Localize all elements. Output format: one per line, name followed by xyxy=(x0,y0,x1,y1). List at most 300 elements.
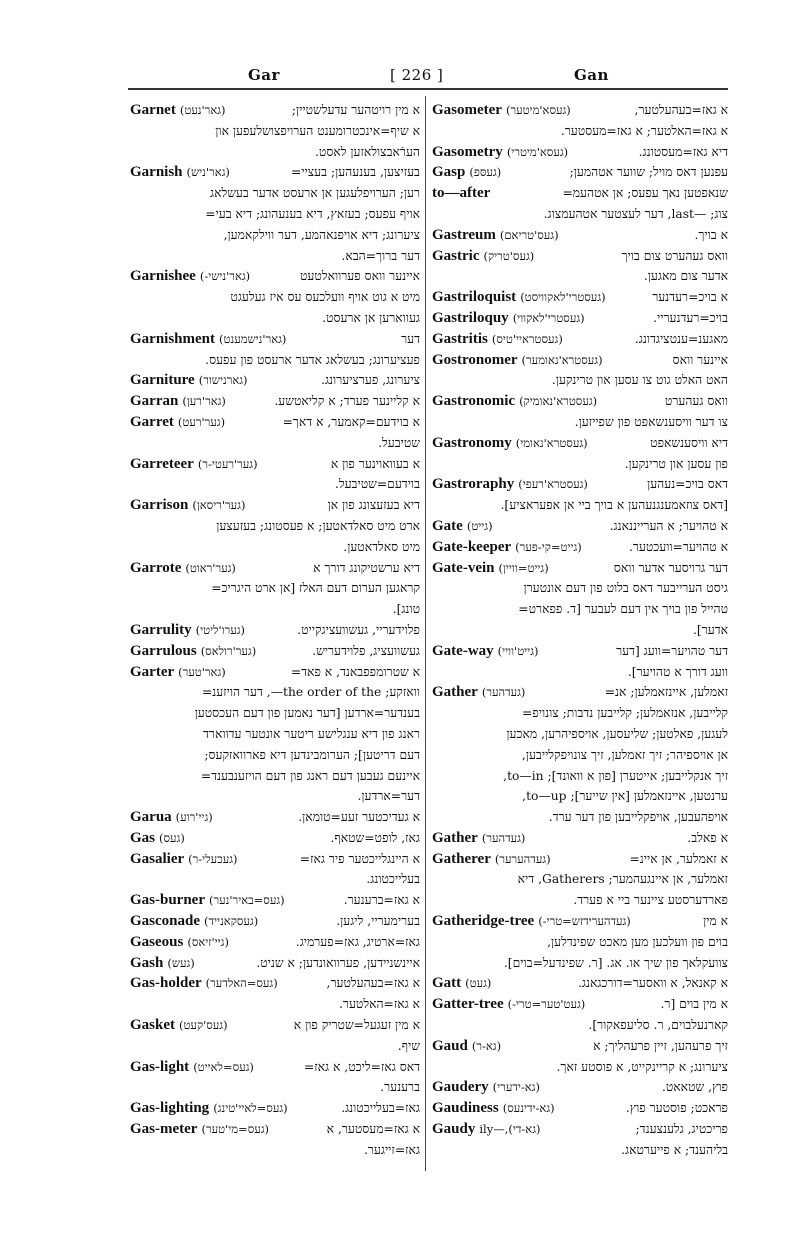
left-column xyxy=(130,100,420,1161)
dictionary-continuation-line xyxy=(130,682,420,703)
headword: Gasometer xyxy=(432,102,502,118)
gloss: מאגענ=ענטציגדונג. xyxy=(634,331,728,346)
headword: Garnet xyxy=(130,102,176,118)
dictionary-entry-line xyxy=(432,100,728,121)
headword: Gas-burner xyxy=(130,892,205,909)
dictionary-continuation-line xyxy=(432,121,728,142)
dictionary-continuation-line xyxy=(432,932,728,953)
pronunciation: (גא-ידערי) xyxy=(492,1080,540,1095)
dictionary-continuation-line xyxy=(432,766,728,787)
dictionary-continuation-line xyxy=(432,1057,728,1078)
gloss: שנאפטען נאך עפעס; אן אטהעמ= xyxy=(562,186,728,201)
headword: Gas xyxy=(130,829,156,846)
dictionary-continuation-line xyxy=(130,287,420,308)
pronunciation: (גייט'וויי) xyxy=(497,643,539,658)
gloss: זיך אנקלייבען; אייטערן [פון א וואונד]; to—in, xyxy=(503,768,728,783)
gloss: לעגען, פאלטען; שליעסען, אויספיהרען, מאכען xyxy=(506,726,728,741)
gloss: צוועקלאך פון שיך או. אג. [ר. שפינדעל=בוים]. xyxy=(503,955,728,970)
gloss: איינער וואס xyxy=(672,352,728,367)
dictionary-continuation-line xyxy=(432,953,728,974)
gloss: עפנען דאס מויל; שווער אטהמען; xyxy=(569,165,728,180)
pronunciation: (געכעלי-ר) xyxy=(188,851,238,866)
dictionary-entry-line xyxy=(432,849,728,870)
gloss: דער xyxy=(401,331,420,346)
gloss: ברענער. xyxy=(380,1080,420,1095)
pronunciation: (גיי'זיאס) xyxy=(187,934,229,949)
dictionary-entry-line xyxy=(432,162,728,183)
dictionary-continuation-line xyxy=(130,474,420,495)
dictionary-entry-line xyxy=(130,932,420,953)
pronunciation: (גאר'טער) xyxy=(178,664,226,679)
headword: Garrulity xyxy=(130,621,192,638)
gloss: א געדיכטער זעע=טומאן. xyxy=(298,810,420,825)
dictionary-entry-line xyxy=(432,1077,728,1098)
dictionary-entry-line xyxy=(130,807,420,828)
pronunciation: (געסטראיי'טיס) xyxy=(491,331,563,346)
gloss: ארט מיט סאלדאטען; א פעסטונג; בעזעצען xyxy=(216,518,420,533)
dictionary-entry-line xyxy=(130,329,420,350)
pronunciation: (געט'טער=טרי-) xyxy=(507,997,586,1012)
dictionary-continuation-line xyxy=(130,350,420,371)
pronunciation: (געסטרי'לאקווי) xyxy=(512,310,585,325)
gloss: קלייבען, אנזאמלען; קלייבען נדבות; צונויפ= xyxy=(522,706,728,721)
running-head-right: Gan xyxy=(574,66,609,84)
headword: Gastroraphy xyxy=(432,476,515,493)
gloss: האט האלט גוט צו עסען און טרינקען. xyxy=(551,373,728,388)
dictionary-continuation-line xyxy=(130,745,420,766)
dictionary-continuation-line xyxy=(130,599,420,620)
headword: Gas-light xyxy=(130,1058,190,1075)
pronunciation: (גייט=וויין) xyxy=(498,560,549,575)
dictionary-continuation-line xyxy=(432,204,728,225)
dictionary-entry-line xyxy=(432,994,728,1015)
gloss: בליהענד; א פייערטאג. xyxy=(621,1142,728,1157)
gloss: פעציערונג; בעשלאג אדער ארעסט פון עפעס. xyxy=(205,352,420,367)
gloss: פריכטיג, גלענצענד; xyxy=(635,1122,728,1137)
pronunciation: (געדהערידזש=טרי-) xyxy=(538,914,631,929)
headword: Garua xyxy=(130,809,172,826)
dictionary-continuation-line xyxy=(432,1015,728,1036)
dictionary-entry-line xyxy=(130,495,420,516)
headword: Gatt xyxy=(432,975,462,992)
dictionary-entry-line xyxy=(432,474,728,495)
dictionary-continuation-line xyxy=(432,578,728,599)
gloss: ציערונג; דיא אויפנאהמע, דער ווילקאמען, xyxy=(223,227,420,242)
dictionary-entry-line xyxy=(130,391,420,412)
gloss: [דאס צוזאמענגנעהען א בויך ביי אן אפעראציע]. xyxy=(500,498,728,513)
gloss: קארנעלבוים, ר. סליעפאקור]. xyxy=(588,1018,728,1033)
headword: Gostronomer xyxy=(432,351,518,368)
dictionary-entry-line xyxy=(432,1036,728,1057)
dictionary-entry-line xyxy=(432,391,728,412)
dictionary-continuation-line xyxy=(130,703,420,724)
headword: to—after xyxy=(432,185,491,202)
headword: Garran xyxy=(130,393,179,410)
dictionary-continuation-line xyxy=(432,620,728,641)
pronunciation: (גאר'רען) xyxy=(182,394,226,409)
gloss: א גאז=בעהעלטער, xyxy=(326,976,420,991)
dictionary-continuation-line xyxy=(432,807,728,828)
headword: Gastronomy xyxy=(432,434,512,451)
gloss: א בוידעם=קאמער, א דאך= xyxy=(282,414,420,429)
pronunciation: (גער'רעטי-ר) xyxy=(197,456,258,471)
gloss: געווארען אן ארעסט. xyxy=(322,310,420,325)
gloss: דיא בעזעצונג פון אן xyxy=(327,498,420,513)
gloss: רען; הערויפלעגען אן ארעסט אדער בעשלאג xyxy=(210,186,420,201)
pronunciation: (געס) xyxy=(159,830,185,845)
headword: Garreteer xyxy=(130,455,194,472)
gloss: בערימעריי, ליגען. xyxy=(336,914,420,929)
gloss: א מין רויטהער עדעלשטיין; xyxy=(291,103,420,117)
dictionary-entry-line xyxy=(432,516,728,537)
gloss: פוץ, שטאאט. xyxy=(661,1080,728,1095)
dictionary-entry-line xyxy=(432,142,728,163)
gloss: געשוועציג, פלוידעריש. xyxy=(312,643,420,658)
dictionary-entry-line xyxy=(130,620,420,641)
headword: Gasalier xyxy=(130,850,185,867)
gloss: א גאז=ברענער. xyxy=(343,893,420,908)
gloss: אויף עפעס; בעזאץ, דיא בענעהונג; דיא בעי= xyxy=(205,206,420,221)
pronunciation: (געסא'מיטרי) xyxy=(506,144,569,159)
pronunciation: (געס=האלדער) xyxy=(205,976,278,991)
dictionary-entry-line xyxy=(130,558,420,579)
dictionary-continuation-line xyxy=(130,1036,420,1057)
gloss: קראגען הערום דעם האלז [אן ארט היגריכ= xyxy=(211,581,420,596)
dictionary-entry-line xyxy=(130,641,420,662)
dictionary-entry-line xyxy=(432,329,728,350)
dictionary-continuation-line xyxy=(130,121,420,142)
headword: Gaudery xyxy=(432,1079,489,1096)
dictionary-entry-line xyxy=(130,1057,420,1078)
pronunciation: (גאר'נישמענט) xyxy=(219,331,287,346)
dictionary-entry-line xyxy=(130,1015,420,1036)
gloss: איינשניידען, פערוואונדען; א שניט. xyxy=(256,955,420,970)
pronunciation: (געדהער) xyxy=(481,685,526,700)
dictionary-continuation-line xyxy=(130,516,420,537)
pronunciation: (גא-די),—ily xyxy=(479,1122,541,1137)
dictionary-continuation-line xyxy=(432,266,728,287)
gloss: שטיבעל. xyxy=(378,435,420,450)
dictionary-entry-line xyxy=(130,454,420,475)
dictionary-entry-line xyxy=(130,953,420,974)
pronunciation: (גער'ריסאן) xyxy=(192,498,246,513)
headword: Garnishment xyxy=(130,330,216,347)
pronunciation: (גער'רולאס) xyxy=(200,643,257,658)
dictionary-continuation-line xyxy=(130,869,420,890)
dictionary-continuation-line xyxy=(432,786,728,807)
gloss: א מין זעגעל=שטריק פון א xyxy=(293,1018,420,1033)
dictionary-entry-line xyxy=(432,308,728,329)
gloss: זאמלען, איינזאמלען; אנ= xyxy=(604,685,728,700)
gloss: צוג; —last, דער לעצטער אטהעמצוג. xyxy=(543,206,728,221)
dictionary-entry-line xyxy=(432,225,728,246)
dictionary-entry-line xyxy=(130,162,420,183)
pronunciation: (געסטרא'נאומער) xyxy=(521,352,603,367)
gloss: בעזיצען, בענעהען; בעציי= xyxy=(290,165,420,180)
dictionary-continuation-line xyxy=(432,454,728,475)
gloss: אן אויספיהר; זיך זאמלען, זיך צונויפקלייבען, xyxy=(521,747,728,762)
headword: Gatter-tree xyxy=(432,996,504,1013)
headword: Gas-meter xyxy=(130,1121,198,1138)
gloss: פון עסען און טרינקען. xyxy=(624,456,728,471)
gloss: איינער וואס פערוואלטעט xyxy=(300,269,420,284)
pronunciation: (געסטרא'נאומיק) xyxy=(519,394,598,409)
dictionary-continuation-line xyxy=(432,724,728,745)
pronunciation: (גאר'ניש) xyxy=(186,165,230,180)
gloss: בוים פון וועלכען מען מאכט שפינדלען, xyxy=(547,934,728,949)
gloss: אויפהעבען, אויפקלייבען פון דער ערד. xyxy=(548,810,728,825)
dictionary-continuation-line xyxy=(130,246,420,267)
gloss: וואס געהערט xyxy=(664,394,728,409)
dictionary-entry-line xyxy=(130,911,420,932)
headword: Gasp xyxy=(432,164,466,181)
gloss: מיט סאלדאטען. xyxy=(343,539,420,554)
gloss: א גאז=בעהעלטער, xyxy=(634,103,728,117)
gloss: א זאמלער, אן איינ= xyxy=(629,851,728,866)
dictionary-entry-line xyxy=(130,973,420,994)
dictionary-entry-line xyxy=(130,100,420,121)
dictionary-entry-line xyxy=(130,266,420,287)
dictionary-entry-line xyxy=(432,1119,728,1140)
pronunciation: (געס'טריאם) xyxy=(499,227,559,242)
headword: Gastronomic xyxy=(432,393,516,410)
dictionary-continuation-line xyxy=(432,412,728,433)
pronunciation: (גייט) xyxy=(466,518,493,533)
dictionary-entry-line xyxy=(432,537,728,558)
pronunciation: (געס=לאייט) xyxy=(193,1059,254,1074)
gloss: וואזקע; the order of the—, דער הויזענ= xyxy=(201,685,420,700)
gloss: א בעוואוינער פון א xyxy=(330,456,420,471)
headword: Garret xyxy=(130,413,174,430)
gloss: דער ברוך=הבא. xyxy=(341,248,420,263)
gloss: א קאנאל, א וואסער=דורכגאנג. xyxy=(578,976,728,991)
headword: Gasometry xyxy=(432,143,503,160)
headword: Gas-holder xyxy=(130,975,202,992)
headword: Garrulous xyxy=(130,642,197,659)
dictionary-continuation-line xyxy=(432,662,728,683)
gloss: גאז=בעלייכטונג. xyxy=(341,1101,420,1116)
dictionary-entry-line xyxy=(432,287,728,308)
dictionary-continuation-line xyxy=(432,599,728,620)
gloss: הערֿאבצולאזען לאסט. xyxy=(315,144,420,159)
headword: Gate-keeper xyxy=(432,538,512,555)
pronunciation: (געסּפ) xyxy=(469,165,502,180)
gloss: א טהויער; א הערייננאנג. xyxy=(609,518,728,533)
headword: Garniture xyxy=(130,372,195,389)
dictionary-continuation-line xyxy=(130,183,420,204)
dictionary-continuation-line xyxy=(432,890,728,911)
gloss: גיסט הערייבער דאס בלוט פון דעם אונטערן xyxy=(523,581,728,596)
pronunciation: (געסטרא'רעפי) xyxy=(518,477,588,492)
pronunciation: (געדהער) xyxy=(481,830,526,845)
headword: Garrison xyxy=(130,497,189,514)
headword: Gastriloquist xyxy=(432,289,517,306)
dictionary-entry-line xyxy=(432,828,728,849)
dictionary-entry-line xyxy=(432,433,728,454)
gloss: א שטרומפפבאנד, א פאד= xyxy=(290,664,420,679)
right-column xyxy=(432,100,728,1161)
headword: Gaudy xyxy=(432,1121,476,1138)
dictionary-continuation-line xyxy=(130,204,420,225)
dictionary-continuation-line xyxy=(130,786,420,807)
gloss: שיף. xyxy=(397,1038,420,1053)
gloss: דאס בויכ=נעהען xyxy=(647,477,728,492)
headword: Gatherer xyxy=(432,850,491,867)
gloss: א בויכ=רעדנער xyxy=(652,290,728,305)
pronunciation: (גער'רעט) xyxy=(177,414,226,429)
gloss: צו דער וויסענשאפט פון שפייזען. xyxy=(574,414,728,429)
dictionary-continuation-line xyxy=(432,745,728,766)
dictionary-entry-line xyxy=(130,662,420,683)
headword: Gasconade xyxy=(130,913,201,930)
gloss: ראנג פון דיא ענגלישע ריטער אונטער עדווארד xyxy=(203,726,420,741)
pronunciation: (גער'ראוט) xyxy=(185,560,236,575)
pronunciation: (געסטרא'נאומי) xyxy=(515,435,588,450)
gloss: דאס גאז=ליכט, א גאז= xyxy=(303,1059,420,1074)
pronunciation: (געס=מי'טער) xyxy=(201,1122,270,1137)
gloss: פלוידעריי, געשוועציגקייט. xyxy=(297,622,420,637)
headword: Gate xyxy=(432,517,463,534)
headword: Garnish xyxy=(130,164,183,181)
dictionary-entry-line xyxy=(130,1098,420,1119)
gloss: טהייל פון בויך אין דעם לעבער [ד. פפארט= xyxy=(518,602,728,617)
headword: Garrote xyxy=(130,559,182,576)
gloss: דיא גאז=מעסטונג. xyxy=(638,144,728,159)
headword: Gasket xyxy=(130,1017,175,1034)
gloss: א גאז=מעסטער, א xyxy=(326,1122,420,1137)
pronunciation: (געדהערער) xyxy=(494,851,551,866)
dictionary-continuation-line xyxy=(130,308,420,329)
gloss: בויכ=רעדנעריי. xyxy=(653,310,728,325)
pronunciation: (געס'טריק) xyxy=(483,248,535,263)
gloss: אדער]. xyxy=(693,622,728,637)
pronunciation: (גייט=קי-פער) xyxy=(515,539,582,554)
dictionary-entry-line xyxy=(432,973,728,994)
headword: Gas-lighting xyxy=(130,1100,210,1117)
pronunciation: (גערו'ליטי) xyxy=(195,622,246,637)
dictionary-continuation-line xyxy=(432,1140,728,1161)
gloss: אדער צום מאגען. xyxy=(643,269,728,284)
column-divider xyxy=(425,96,426,1171)
dictionary-entry-line xyxy=(432,558,728,579)
gloss: מיט א גוט אויף וועלכעס עס איז געלעגט xyxy=(230,290,420,305)
gloss: דיא וויסענשאפט xyxy=(650,435,728,450)
headword: Gastriloquy xyxy=(432,309,509,326)
headword: Gastric xyxy=(432,247,480,264)
gloss: טונג]. xyxy=(392,602,420,617)
dictionary-continuation-line xyxy=(130,142,420,163)
gloss: זאמלער, אן איינגעהמער; Gatherers, דיא xyxy=(517,872,728,887)
dictionary-entry-line xyxy=(130,828,420,849)
headword: Gatheridge-tree xyxy=(432,913,535,930)
dictionary-continuation-line xyxy=(130,1140,420,1161)
headword: Gaudiness xyxy=(432,1100,499,1117)
dictionary-entry-line xyxy=(432,682,728,703)
pronunciation: (געס=לאיי'טינג) xyxy=(213,1101,288,1116)
headword: Gash xyxy=(130,954,164,971)
pronunciation: (גאר'נישי-) xyxy=(199,269,251,284)
gloss: גאז=זייגער. xyxy=(363,1142,420,1157)
dictionary-entry-line xyxy=(130,1119,420,1140)
dictionary-continuation-line xyxy=(432,370,728,391)
pronunciation: (גא-ידינעס) xyxy=(502,1101,555,1116)
gloss: גאז, לופט=שטאף. xyxy=(330,830,420,845)
headword: Gather xyxy=(432,829,478,846)
dictionary-continuation-line xyxy=(130,724,420,745)
dictionary-continuation-line xyxy=(130,766,420,787)
headword: Gaseous xyxy=(130,933,184,950)
gloss: א היינגלייכטער פיר גאז= xyxy=(299,851,420,866)
gloss: בוידעם=שטיבעל. xyxy=(334,477,420,492)
gloss: א בויך. xyxy=(694,227,728,242)
dictionary-entry-line xyxy=(130,370,420,391)
headword: Gate-vein xyxy=(432,559,495,576)
gloss: פארדערסטע ציינער ביי א פערד. xyxy=(573,893,728,908)
pronunciation: (גא-ר) xyxy=(471,1038,502,1053)
headword: Gastreum xyxy=(432,226,496,243)
headword: Gastritis xyxy=(432,330,488,347)
dictionary-continuation-line xyxy=(130,433,420,454)
gloss: דעם דריטען]; הערומבינדען דיא פארוואזקעס; xyxy=(204,747,420,762)
gloss: דער גרויסער אדער וואס xyxy=(613,560,728,575)
gloss: בעלייכטונג. xyxy=(366,872,420,887)
gloss: א גאז=האלטער; א גאז=מעסטער. xyxy=(560,123,728,138)
gloss: וואס געהערט צום בויך xyxy=(621,248,728,263)
dictionary-entry-line xyxy=(432,1098,728,1119)
dictionary-entry-line xyxy=(432,350,728,371)
headword: Gather xyxy=(432,684,478,701)
gloss: א גאז=האלטער. xyxy=(339,997,420,1012)
gloss: א טהויער=וועכטער. xyxy=(628,539,728,554)
dictionary-entry-line xyxy=(130,412,420,433)
pronunciation: (געס'קעט) xyxy=(179,1018,228,1033)
dictionary-continuation-line xyxy=(432,703,728,724)
headword: Gaud xyxy=(432,1037,468,1054)
gloss: א קליינער פערד; א קליאטשע. xyxy=(274,394,420,409)
dictionary-continuation-line xyxy=(432,869,728,890)
page-number: [ 226 ] xyxy=(390,66,444,84)
gloss: בענדער=ארדען [דער נאמען פון דעם העכסטען xyxy=(194,706,420,721)
pronunciation: (געסקאנייד) xyxy=(204,914,259,929)
gloss: ציערונג, פערציערונג. xyxy=(321,373,420,388)
pronunciation: (גאר'נעט) xyxy=(179,103,226,117)
dictionary-continuation-line xyxy=(130,1077,420,1098)
dictionary-entry-line xyxy=(130,890,420,911)
headword: Gate-way xyxy=(432,642,494,659)
header-rule xyxy=(128,88,728,90)
pronunciation: (געס=באיר'נער) xyxy=(209,893,285,908)
gloss: ערנטען, איינזאמלען [אין שייער]; to—up, xyxy=(522,789,728,804)
gloss: א מין xyxy=(703,914,728,929)
pronunciation: (געסטרי'לאקוויסט) xyxy=(520,290,606,305)
gloss: א פאלב. xyxy=(687,830,728,845)
pronunciation: (געסא'מיטער) xyxy=(505,103,571,117)
pronunciation: (געט) xyxy=(465,976,492,991)
gloss: דער טהויער=וועג [דער xyxy=(616,643,728,658)
pronunciation: (גארנישור) xyxy=(198,373,248,388)
gloss: דיא ערשטיקונג דורך א xyxy=(313,560,420,575)
gloss: ציערונג; א קריינקייט, א פוסטע זאך. xyxy=(556,1059,728,1074)
gloss: זיך פרעהען, זיין פרעהליך; א xyxy=(593,1038,728,1053)
gloss: איינעם געבען דעם ראנג פון דעם הויזענבענד= xyxy=(200,768,420,783)
gloss: גאז=ארטיג, גאז=פערמיג. xyxy=(295,934,420,949)
dictionary-continuation-line xyxy=(432,495,728,516)
headword: Garnishee xyxy=(130,268,196,285)
dictionary-continuation-line xyxy=(130,994,420,1015)
gloss: א מין בוים [ר. xyxy=(660,997,728,1012)
gloss: פראכט; פוסטער פוץ. xyxy=(625,1101,728,1116)
dictionary-entry-line xyxy=(432,641,728,662)
